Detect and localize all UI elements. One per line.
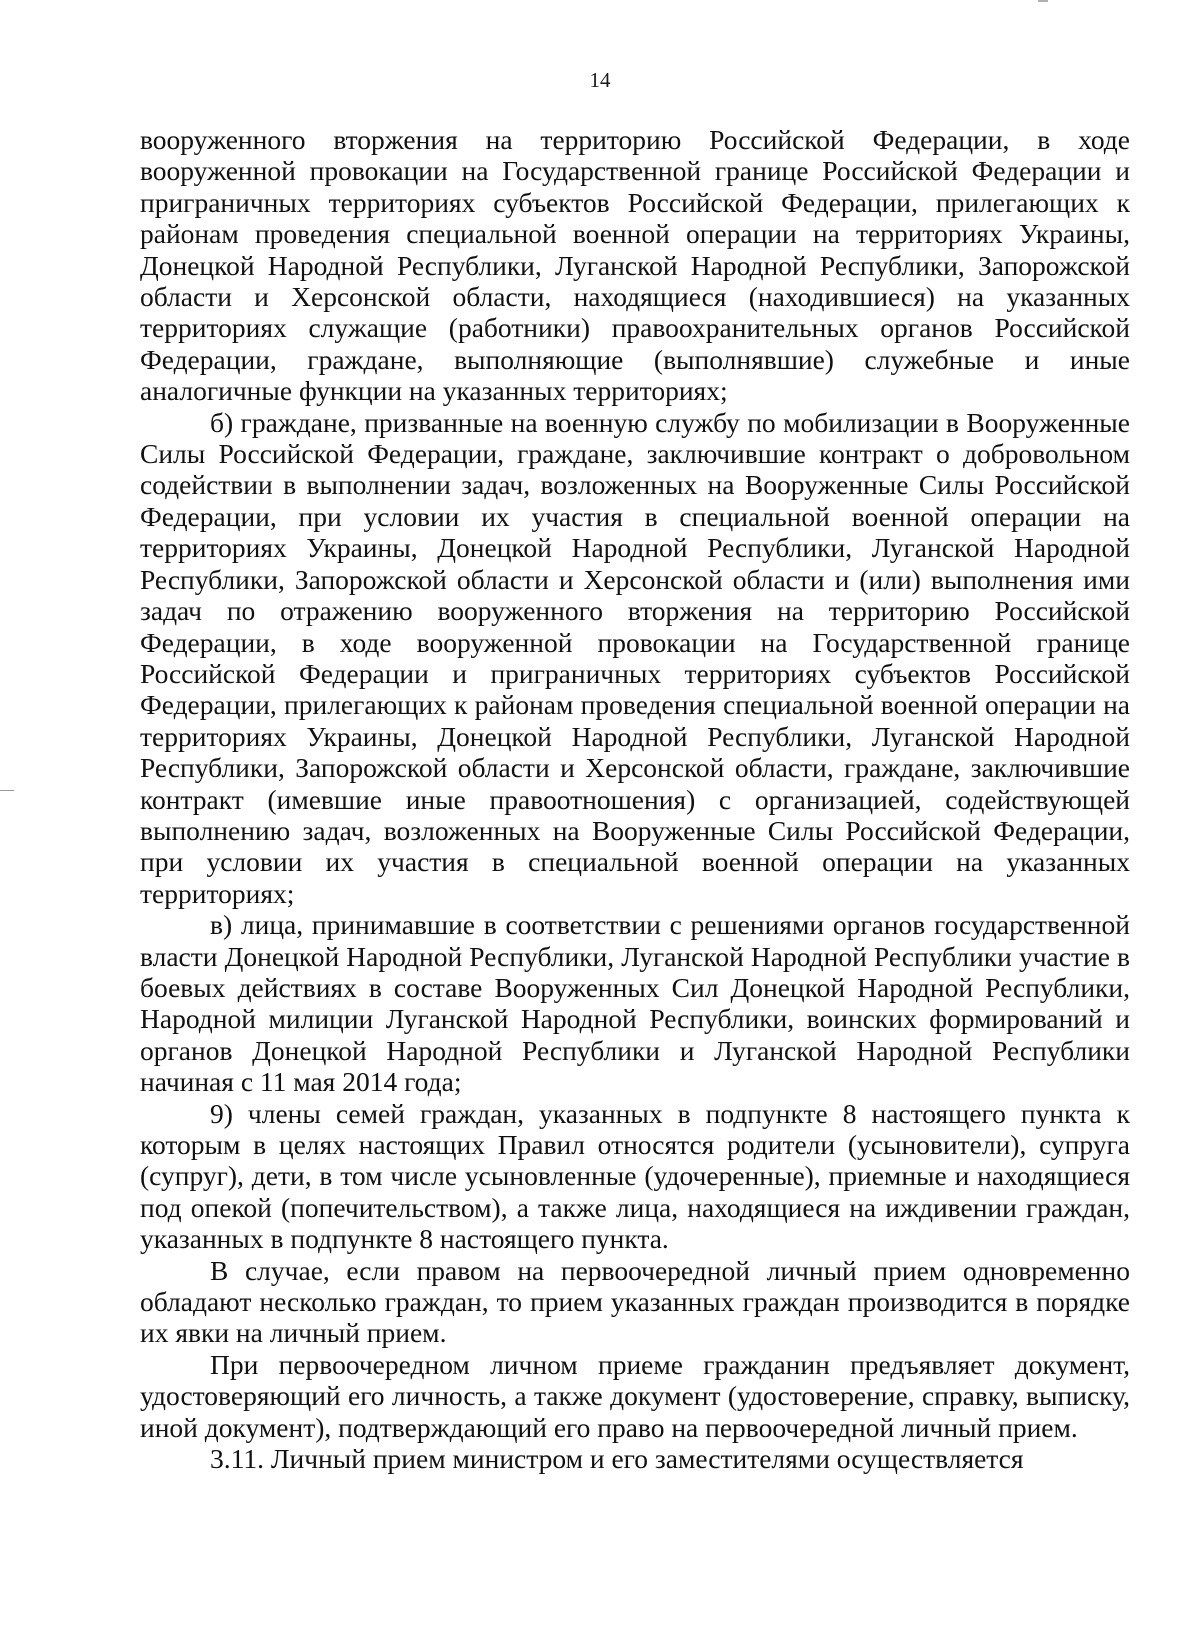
paragraph-item-b: б) граждане, призванные на военную службу по мобилизации в Вооруженные Силы Российской Федерации, граждане, заключившие контракт о добровольном содействии в выполнении задач, возложенных на Вооруженные Силы Российской Федерации, при условии их участия в специальной военной операции на территориях Украины, Донецкой Народной Республики, Луганской Народной Республики, Запорожской области и Херсонской области и (или) выполнения ими задач по отражению вооруженного вторжения на территорию Российской Федерации, в ходе вооруженной провокации на Государственной границе Российской Федерации и приграничных территориях субъектов Российской Федерации, прилегающих к районам проведения специальной военной операции на территориях Украины, Донецкой Народной Республики, Луганской Народной Республики, Запорожской области и Херсонской области, граждане, заключившие контракт (имевшие иные правоотношения) с организацией, содействующей выполнению задач, возложенных на Вооруженные Силы Российской Федерации, при условии их участия в специальной военной операции на указанных территориях; — [140, 406, 1130, 909]
paragraph-simultaneous-reception: В случае, если правом на первоочередной личный прием одновременно обладают несколько граждан, то прием указанных граждан производится в порядке их явки на личный прием. — [140, 1254, 1130, 1349]
page-number: 14 — [589, 68, 611, 92]
scan-artifact — [1038, 0, 1048, 2]
paragraph-item-v: в) лица, принимавшие в соответствии с решениями органов государственной власти Донецкой Народной Республики, Луганской Народной Республики участие в боевых действиях в составе Вооруженных Сил Донецкой Народной Республики, Народной милиции Луганской Народной Республики, воинских формирований и органов Донецкой Народной Республики и Луганской Народной Республики начиная с 11 мая 2014 года; — [140, 909, 1130, 1098]
document-body — [140, 124, 1130, 1474]
scan-artifact — [0, 790, 14, 791]
paragraph-continuation: вооруженного вторжения на территорию Российской Федерации, в ходе вооруженной провокации на Государственной границе Российской Федерации и приграничных территориях субъектов Российской Федерации, прилегающих к районам проведения специальной военной операции на территориях Украины, Донецкой Народной Республики, Луганской Народной Республики, Запорожской области и Херсонской области, находящиеся (находившиеся) на указанных территориях служащие (работники) правоохранительных органов Российской Федерации, граждане, выполняющие (выполнявшие) служебные и иные аналогичные функции на указанных территориях; — [140, 124, 1130, 407]
paragraph-document-presentation: При первоочередном личном приеме гражданин предъявляет документ, удостоверяющий его личность, а также документ (удостоверение, справку, выписку, иной документ), подтверждающий его право на первоочередной личный прием. — [140, 1348, 1130, 1443]
paragraph-item-9: 9) члены семей граждан, указанных в подпункте 8 настоящего пункта к которым в целях настоящих Правил относятся родители (усыновители), супруга (супруг), дети, в том числе усыновленные (удочеренные), приемные и находящиеся под опекой (попечительством), а также лица, находящиеся на иждивении граждан, указанных в подпункте 8 настоящего пункта. — [140, 1097, 1130, 1255]
paragraph-section-3-11: 3.11. Личный прием министром и его заместителями осуществляется — [210, 1443, 1024, 1475]
